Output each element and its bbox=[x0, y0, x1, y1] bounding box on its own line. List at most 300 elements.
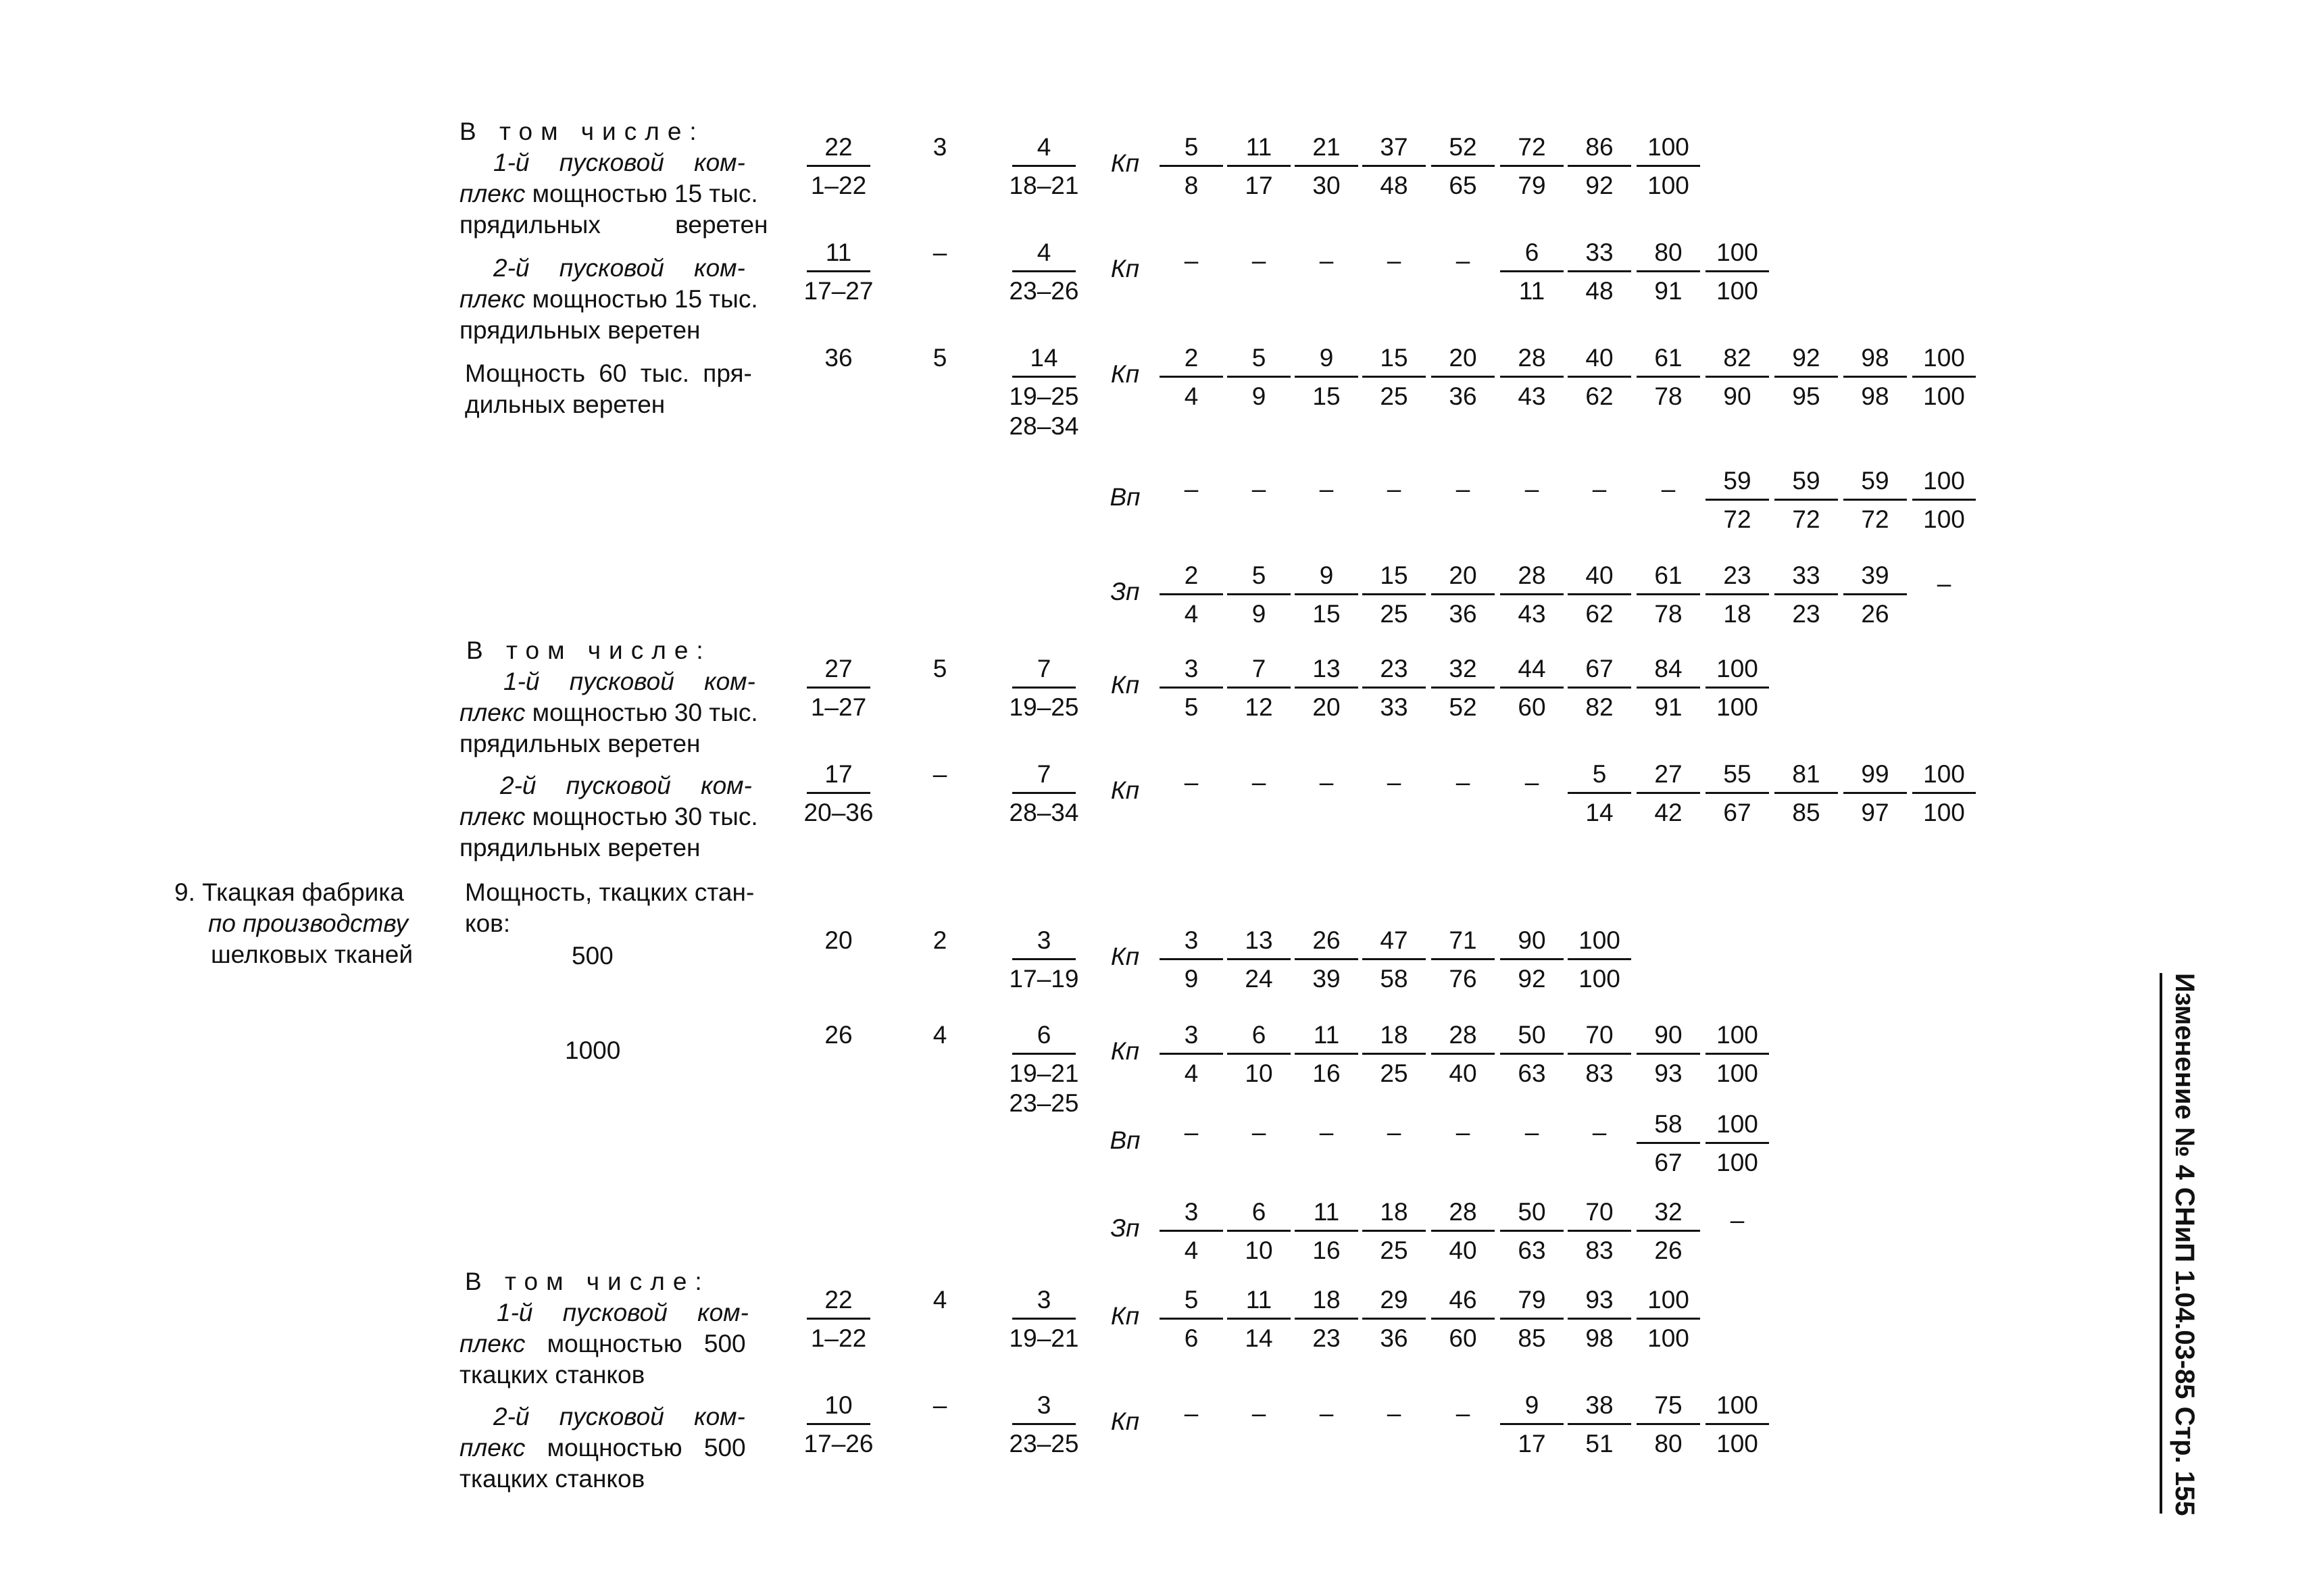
value-fraction-denominator: 76 bbox=[1449, 965, 1477, 993]
step-fraction bbox=[1007, 654, 1081, 722]
value-fraction bbox=[1426, 926, 1500, 994]
value-fraction bbox=[1222, 1020, 1296, 1089]
step-fraction-denominator-2: 28–34 bbox=[1009, 412, 1079, 440]
value-fraction-numerator: 100 bbox=[1647, 133, 1689, 161]
fraction-bar bbox=[1012, 1423, 1076, 1425]
value-fraction bbox=[1222, 654, 1296, 722]
item-title: 9. Ткацкая фабрика bbox=[174, 878, 404, 906]
step-fraction-denominator: 17–19 bbox=[1009, 965, 1079, 993]
value-fraction-numerator: 59 bbox=[1861, 467, 1889, 495]
fraction-bar bbox=[1568, 1423, 1631, 1425]
value-fraction bbox=[1495, 1197, 1569, 1266]
value-fraction bbox=[1700, 1020, 1774, 1089]
step-fraction-denominator: 19–25 bbox=[1009, 693, 1079, 721]
duration-fraction-denominator: 1–22 bbox=[810, 172, 867, 199]
value-fraction-numerator: 32 bbox=[1654, 1198, 1683, 1226]
section-heading: В том числе: bbox=[459, 118, 705, 145]
indicator-label: Кп bbox=[1110, 1407, 1140, 1435]
value-fraction bbox=[1357, 561, 1431, 629]
value-fraction bbox=[1154, 1285, 1228, 1353]
value-fraction-denominator: 79 bbox=[1518, 172, 1546, 199]
fraction-bar bbox=[1637, 376, 1700, 378]
value-fraction-denominator: 62 bbox=[1585, 382, 1614, 410]
value-fraction-numerator: 98 bbox=[1861, 344, 1889, 372]
value-fraction-numerator: 18 bbox=[1380, 1021, 1408, 1049]
value-fraction-numerator: 13 bbox=[1245, 926, 1273, 954]
value-fraction-numerator: 99 bbox=[1861, 760, 1889, 788]
value-fraction-denominator: 100 bbox=[1647, 172, 1689, 199]
value-dash: – bbox=[1184, 475, 1199, 503]
value-fraction-numerator: 20 bbox=[1449, 344, 1477, 372]
item-title: шелковых тканей bbox=[211, 941, 414, 968]
row-label: 1-й пусковой ком- bbox=[497, 1299, 749, 1326]
value-fraction-denominator: 36 bbox=[1380, 1324, 1408, 1352]
value-fraction bbox=[1289, 1020, 1364, 1089]
step-fraction-denominator: 28–34 bbox=[1009, 799, 1079, 826]
value-fraction-denominator: 67 bbox=[1654, 1149, 1683, 1176]
duration-fraction-numerator: 22 bbox=[824, 1286, 853, 1314]
fraction-bar bbox=[1500, 165, 1564, 167]
value-fraction-denominator: 67 bbox=[1723, 799, 1751, 826]
value-fraction bbox=[1769, 343, 1843, 412]
step-fraction bbox=[1007, 759, 1081, 828]
value-fraction bbox=[1700, 343, 1774, 412]
fraction-bar bbox=[1227, 165, 1291, 167]
value-fraction-numerator: 18 bbox=[1312, 1286, 1341, 1314]
value-fraction-numerator: 38 bbox=[1585, 1391, 1614, 1419]
value-fraction-denominator: 51 bbox=[1585, 1430, 1614, 1457]
indicator-label: Кп bbox=[1110, 255, 1140, 282]
fraction-bar bbox=[1706, 499, 1769, 501]
value-fraction bbox=[1631, 561, 1706, 629]
value-fraction bbox=[1154, 561, 1228, 629]
value-fraction bbox=[1562, 1285, 1637, 1353]
value-dash: – bbox=[1387, 768, 1401, 796]
value-fraction bbox=[1907, 759, 1981, 828]
fraction-bar bbox=[1012, 1318, 1076, 1320]
value-fraction-denominator: 72 bbox=[1792, 505, 1820, 533]
value-fraction-numerator: 61 bbox=[1654, 344, 1683, 372]
row-label: 500 bbox=[572, 942, 614, 970]
fraction-bar bbox=[1295, 687, 1358, 689]
step-fraction-numerator: 7 bbox=[1037, 760, 1051, 788]
value-fraction bbox=[1495, 1020, 1569, 1089]
duration-fraction bbox=[801, 238, 876, 306]
row-label: плекс мощностью 30 тыс. bbox=[459, 803, 758, 830]
value-fraction-denominator: 16 bbox=[1312, 1237, 1341, 1264]
value-fraction-denominator: 23 bbox=[1792, 600, 1820, 628]
value-fraction-denominator: 14 bbox=[1245, 1324, 1273, 1352]
fraction-bar bbox=[1295, 376, 1358, 378]
duration-fraction-denominator: 20–36 bbox=[803, 799, 874, 826]
value-fraction-denominator: 6 bbox=[1184, 1324, 1199, 1352]
fraction-bar bbox=[1568, 1230, 1631, 1232]
prep-period: – bbox=[932, 760, 947, 788]
duration-fraction-numerator: 22 bbox=[824, 133, 853, 161]
value-fraction-numerator: 100 bbox=[1923, 344, 1965, 372]
value-dash: – bbox=[1251, 1118, 1266, 1146]
value-fraction-denominator: 25 bbox=[1380, 1059, 1408, 1087]
value-dash: – bbox=[1387, 1118, 1401, 1146]
value-fraction bbox=[1495, 238, 1569, 306]
value-fraction-denominator: 4 bbox=[1184, 1059, 1199, 1087]
value-fraction bbox=[1631, 1285, 1706, 1353]
value-fraction-numerator: 5 bbox=[1592, 760, 1607, 788]
fraction-bar bbox=[1706, 593, 1769, 595]
value-fraction-denominator: 9 bbox=[1251, 600, 1266, 628]
fraction-bar bbox=[1843, 593, 1907, 595]
duration-fraction-numerator: 17 bbox=[824, 760, 853, 788]
value-fraction bbox=[1357, 132, 1431, 201]
duration-value: 26 bbox=[824, 1021, 853, 1049]
value-fraction-denominator: 100 bbox=[1923, 799, 1965, 826]
value-fraction bbox=[1562, 654, 1637, 722]
row-label: плекс мощностью 500 bbox=[459, 1330, 746, 1357]
row-label: Мощность, ткацких стан- bbox=[465, 878, 755, 906]
value-dash: – bbox=[1661, 475, 1676, 503]
value-fraction-denominator: 60 bbox=[1518, 693, 1546, 721]
row-label: прядильных веретен bbox=[459, 730, 701, 757]
value-fraction-numerator: 59 bbox=[1792, 467, 1820, 495]
value-fraction-numerator: 3 bbox=[1184, 926, 1199, 954]
value-fraction bbox=[1426, 654, 1500, 722]
value-fraction-denominator: 17 bbox=[1518, 1430, 1546, 1457]
value-fraction-denominator: 78 bbox=[1654, 382, 1683, 410]
fraction-bar bbox=[1500, 1318, 1564, 1320]
value-fraction-numerator: 11 bbox=[1245, 133, 1272, 161]
value-dash: – bbox=[1937, 570, 1951, 597]
value-fraction bbox=[1357, 1285, 1431, 1353]
value-dash: – bbox=[1387, 1399, 1401, 1427]
fraction-bar bbox=[1012, 165, 1076, 167]
value-fraction bbox=[1838, 759, 1912, 828]
row-label: 2-й пусковой ком- bbox=[493, 1403, 745, 1430]
step-fraction bbox=[1007, 132, 1081, 201]
value-fraction bbox=[1289, 654, 1364, 722]
value-fraction-numerator: 100 bbox=[1716, 1021, 1758, 1049]
fraction-bar bbox=[1160, 165, 1223, 167]
value-fraction-denominator: 100 bbox=[1716, 1059, 1758, 1087]
value-fraction-numerator: 11 bbox=[1245, 1286, 1272, 1314]
value-fraction bbox=[1222, 561, 1296, 629]
fraction-bar bbox=[1706, 1423, 1769, 1425]
fraction-bar bbox=[1637, 593, 1700, 595]
value-fraction-denominator: 52 bbox=[1449, 693, 1477, 721]
value-fraction-numerator: 7 bbox=[1251, 655, 1266, 682]
fraction-bar bbox=[1637, 687, 1700, 689]
fraction-bar bbox=[807, 165, 870, 167]
value-fraction-denominator: 92 bbox=[1518, 965, 1546, 993]
step-fraction-denominator: 23–26 bbox=[1009, 277, 1079, 305]
duration-fraction-denominator: 1–27 bbox=[810, 693, 867, 721]
step-fraction-numerator: 3 bbox=[1037, 1391, 1051, 1419]
value-fraction-denominator: 15 bbox=[1312, 382, 1341, 410]
value-fraction-denominator: 95 bbox=[1792, 382, 1820, 410]
value-fraction-numerator: 46 bbox=[1449, 1286, 1477, 1314]
fraction-bar bbox=[1362, 1053, 1426, 1055]
indicator-label: Кп bbox=[1110, 149, 1140, 177]
value-fraction-numerator: 86 bbox=[1585, 133, 1614, 161]
value-fraction-denominator: 17 bbox=[1245, 172, 1273, 199]
duration-fraction-denominator: 1–22 bbox=[810, 1324, 867, 1352]
value-fraction-denominator: 97 bbox=[1861, 799, 1889, 826]
value-fraction-denominator: 8 bbox=[1184, 172, 1199, 199]
value-fraction-numerator: 6 bbox=[1251, 1021, 1266, 1049]
value-fraction-numerator: 5 bbox=[1184, 1286, 1199, 1314]
value-fraction-denominator: 42 bbox=[1654, 799, 1683, 826]
value-fraction-numerator: 11 bbox=[1313, 1198, 1340, 1226]
value-fraction-denominator: 90 bbox=[1723, 382, 1751, 410]
fraction-bar bbox=[1295, 165, 1358, 167]
fraction-bar bbox=[1362, 165, 1426, 167]
value-fraction bbox=[1289, 132, 1364, 201]
value-fraction bbox=[1700, 466, 1774, 534]
fraction-bar bbox=[1568, 958, 1631, 960]
row-label: ткацких станков bbox=[459, 1361, 645, 1389]
fraction-bar bbox=[1160, 1318, 1223, 1320]
fraction-bar bbox=[1012, 1053, 1076, 1055]
value-fraction bbox=[1426, 1020, 1500, 1089]
value-fraction-numerator: 67 bbox=[1585, 655, 1614, 682]
prep-period: 3 bbox=[932, 133, 947, 161]
value-fraction bbox=[1154, 343, 1228, 412]
value-fraction bbox=[1357, 343, 1431, 412]
fraction-bar bbox=[1843, 792, 1907, 794]
fraction-bar bbox=[1568, 270, 1631, 272]
value-fraction-numerator: 28 bbox=[1518, 344, 1546, 372]
value-fraction-denominator: 10 bbox=[1245, 1237, 1273, 1264]
value-fraction bbox=[1562, 1197, 1637, 1266]
fraction-bar bbox=[1568, 1053, 1631, 1055]
value-fraction-denominator: 80 bbox=[1654, 1430, 1683, 1457]
value-fraction-numerator: 26 bbox=[1312, 926, 1341, 954]
step-fraction bbox=[1007, 1285, 1081, 1353]
fraction-bar bbox=[1431, 376, 1495, 378]
fraction-bar bbox=[1295, 1230, 1358, 1232]
fraction-bar bbox=[1706, 687, 1769, 689]
fraction-bar bbox=[807, 270, 870, 272]
value-fraction bbox=[1631, 1109, 1706, 1178]
value-fraction-denominator: 30 bbox=[1312, 172, 1341, 199]
value-fraction-denominator: 4 bbox=[1184, 1237, 1199, 1264]
value-fraction bbox=[1426, 132, 1500, 201]
value-dash: – bbox=[1455, 1118, 1470, 1146]
duration-fraction bbox=[801, 132, 876, 201]
fraction-bar bbox=[1706, 1053, 1769, 1055]
value-fraction bbox=[1562, 561, 1637, 629]
prep-period: – bbox=[932, 1391, 947, 1419]
duration-fraction bbox=[801, 759, 876, 828]
value-dash: – bbox=[1251, 247, 1266, 274]
item-title: по производству bbox=[208, 909, 408, 937]
value-fraction bbox=[1154, 1020, 1228, 1089]
value-fraction-numerator: 100 bbox=[1923, 760, 1965, 788]
value-fraction bbox=[1289, 343, 1364, 412]
value-fraction-denominator: 40 bbox=[1449, 1059, 1477, 1087]
value-fraction bbox=[1289, 926, 1364, 994]
duration-fraction-denominator: 17–27 bbox=[803, 277, 874, 305]
value-fraction bbox=[1154, 1197, 1228, 1266]
value-dash: – bbox=[1251, 1399, 1266, 1427]
value-fraction-denominator: 100 bbox=[1578, 965, 1620, 993]
value-fraction bbox=[1907, 343, 1981, 412]
value-fraction-denominator: 63 bbox=[1518, 1237, 1546, 1264]
value-fraction bbox=[1631, 1391, 1706, 1459]
value-dash: – bbox=[1524, 768, 1539, 796]
fraction-bar bbox=[1637, 1318, 1700, 1320]
value-fraction-denominator: 25 bbox=[1380, 1237, 1408, 1264]
value-fraction-numerator: 82 bbox=[1723, 344, 1751, 372]
value-fraction-denominator: 58 bbox=[1380, 965, 1408, 993]
fraction-bar bbox=[1227, 1318, 1291, 1320]
value-fraction-numerator: 92 bbox=[1792, 344, 1820, 372]
value-fraction-denominator: 36 bbox=[1449, 600, 1477, 628]
value-fraction-denominator: 93 bbox=[1654, 1059, 1683, 1087]
value-fraction-denominator: 100 bbox=[1923, 505, 1965, 533]
value-fraction-numerator: 93 bbox=[1585, 1286, 1614, 1314]
value-fraction-numerator: 20 bbox=[1449, 562, 1477, 589]
fraction-bar bbox=[1012, 270, 1076, 272]
value-fraction-numerator: 39 bbox=[1861, 562, 1889, 589]
fraction-bar bbox=[1295, 593, 1358, 595]
value-fraction-denominator: 83 bbox=[1585, 1237, 1614, 1264]
value-fraction-numerator: 50 bbox=[1518, 1198, 1546, 1226]
value-dash: – bbox=[1184, 1118, 1199, 1146]
fraction-bar bbox=[1706, 376, 1769, 378]
row-label: 2-й пусковой ком- bbox=[500, 772, 752, 799]
value-fraction bbox=[1631, 132, 1706, 201]
value-fraction bbox=[1495, 654, 1569, 722]
value-fraction-numerator: 100 bbox=[1923, 467, 1965, 495]
value-dash: – bbox=[1455, 475, 1470, 503]
value-fraction-numerator: 59 bbox=[1723, 467, 1751, 495]
value-fraction-numerator: 28 bbox=[1449, 1198, 1477, 1226]
value-fraction-denominator: 100 bbox=[1716, 1149, 1758, 1176]
value-fraction-numerator: 100 bbox=[1716, 1110, 1758, 1138]
step-fraction-numerator: 4 bbox=[1037, 239, 1051, 266]
value-fraction-numerator: 33 bbox=[1585, 239, 1614, 266]
value-fraction-numerator: 37 bbox=[1380, 133, 1408, 161]
row-label: 1-й пусковой ком- bbox=[493, 149, 745, 176]
indicator-label: Кп bbox=[1110, 1037, 1140, 1065]
row-label: ткацких станков bbox=[459, 1465, 645, 1493]
step-fraction-denominator: 19–21 bbox=[1009, 1059, 1079, 1087]
fraction-bar bbox=[1912, 499, 1976, 501]
value-fraction bbox=[1426, 1285, 1500, 1353]
fraction-bar bbox=[1568, 593, 1631, 595]
value-fraction-denominator: 16 bbox=[1312, 1059, 1341, 1087]
row-label: дильных веретен bbox=[465, 391, 666, 418]
fraction-bar bbox=[1637, 1423, 1700, 1425]
value-fraction bbox=[1289, 1285, 1364, 1353]
prep-period: 2 bbox=[932, 926, 947, 954]
value-fraction-denominator: 36 bbox=[1449, 382, 1477, 410]
fraction-bar bbox=[1912, 376, 1976, 378]
value-dash: – bbox=[1319, 475, 1334, 503]
duration-fraction-numerator: 11 bbox=[825, 239, 852, 266]
value-fraction bbox=[1426, 1197, 1500, 1266]
value-fraction-numerator: 58 bbox=[1654, 1110, 1683, 1138]
step-fraction bbox=[1007, 1020, 1081, 1118]
value-fraction bbox=[1426, 343, 1500, 412]
fraction-bar bbox=[1706, 270, 1769, 272]
fraction-bar bbox=[1431, 1053, 1495, 1055]
fraction-bar bbox=[1012, 687, 1076, 689]
row-label: 2-й пусковой ком- bbox=[493, 254, 745, 282]
value-fraction-numerator: 9 bbox=[1524, 1391, 1539, 1419]
row-label: ков: bbox=[465, 909, 511, 937]
value-fraction-denominator: 23 bbox=[1312, 1324, 1341, 1352]
value-dash: – bbox=[1387, 247, 1401, 274]
fraction-bar bbox=[1160, 687, 1223, 689]
value-fraction-denominator: 100 bbox=[1716, 277, 1758, 305]
value-fraction-denominator: 72 bbox=[1723, 505, 1751, 533]
fraction-bar bbox=[1431, 687, 1495, 689]
fraction-bar bbox=[1500, 1053, 1564, 1055]
value-fraction-denominator: 100 bbox=[1716, 1430, 1758, 1457]
section-heading: В том числе: bbox=[465, 1268, 710, 1295]
value-fraction bbox=[1838, 466, 1912, 534]
row-label: 1-й пусковой ком- bbox=[503, 668, 755, 695]
fraction-bar bbox=[1012, 958, 1076, 960]
value-fraction-numerator: 55 bbox=[1723, 760, 1751, 788]
value-fraction-numerator: 100 bbox=[1716, 655, 1758, 682]
row-label: плекс мощностью 15 тыс. bbox=[459, 180, 758, 207]
value-fraction bbox=[1631, 759, 1706, 828]
value-dash: – bbox=[1319, 247, 1334, 274]
step-fraction bbox=[1007, 926, 1081, 994]
value-fraction bbox=[1495, 343, 1569, 412]
value-fraction-denominator: 33 bbox=[1380, 693, 1408, 721]
indicator-label: Кп bbox=[1110, 776, 1140, 804]
value-fraction-numerator: 44 bbox=[1518, 655, 1546, 682]
value-fraction-numerator: 70 bbox=[1585, 1198, 1614, 1226]
fraction-bar bbox=[1160, 1053, 1223, 1055]
fraction-bar bbox=[1500, 1423, 1564, 1425]
fraction-bar bbox=[807, 687, 870, 689]
fraction-bar bbox=[1431, 958, 1495, 960]
fraction-bar bbox=[1568, 687, 1631, 689]
fraction-bar bbox=[1637, 1053, 1700, 1055]
value-fraction-denominator: 91 bbox=[1654, 693, 1683, 721]
value-fraction bbox=[1769, 561, 1843, 629]
value-fraction bbox=[1154, 132, 1228, 201]
indicator-label: Зп bbox=[1110, 1214, 1140, 1242]
indicator-label: Вп bbox=[1110, 1126, 1141, 1154]
value-fraction bbox=[1222, 343, 1296, 412]
step-fraction-numerator: 14 bbox=[1030, 344, 1058, 372]
value-fraction-denominator: 15 bbox=[1312, 600, 1341, 628]
value-fraction bbox=[1426, 561, 1500, 629]
fraction-bar bbox=[1362, 1230, 1426, 1232]
value-fraction bbox=[1562, 926, 1637, 994]
fraction-bar bbox=[1637, 1230, 1700, 1232]
step-fraction-denominator: 18–21 bbox=[1009, 172, 1079, 199]
value-fraction bbox=[1357, 1020, 1431, 1089]
fraction-bar bbox=[1774, 593, 1838, 595]
row-label: плекс мощностью 500 bbox=[459, 1434, 746, 1462]
value-fraction-numerator: 90 bbox=[1518, 926, 1546, 954]
indicator-label: Кп bbox=[1110, 1302, 1140, 1330]
step-fraction-numerator: 4 bbox=[1037, 133, 1051, 161]
value-fraction-numerator: 61 bbox=[1654, 562, 1683, 589]
value-fraction-denominator: 62 bbox=[1585, 600, 1614, 628]
value-fraction bbox=[1700, 1391, 1774, 1459]
prep-period: 5 bbox=[932, 655, 947, 682]
value-fraction-denominator: 48 bbox=[1585, 277, 1614, 305]
value-fraction-numerator: 100 bbox=[1578, 926, 1620, 954]
value-fraction-numerator: 23 bbox=[1723, 562, 1751, 589]
